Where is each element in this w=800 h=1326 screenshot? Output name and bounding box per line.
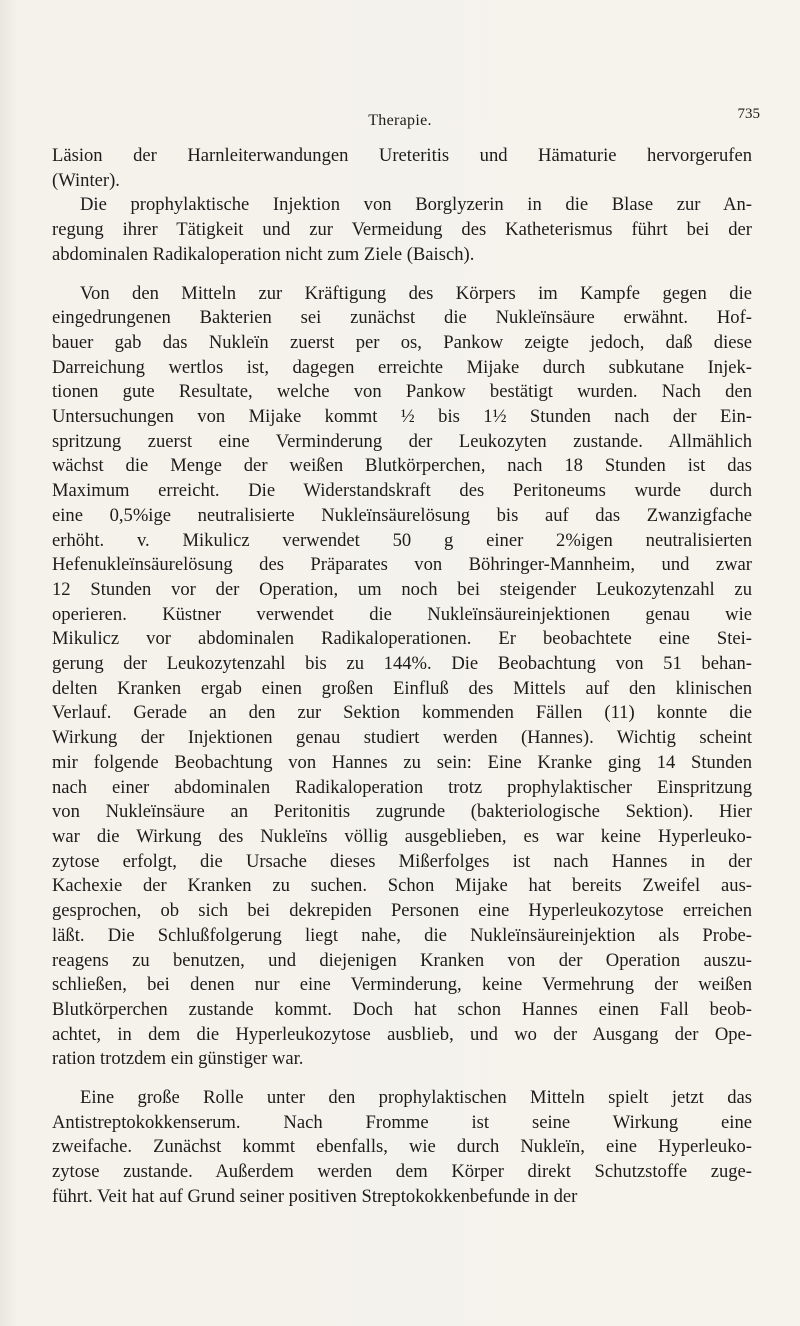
text-line: mir folgende Beobachtung von Hannes zu sein: Eine Kranke ging 14 Stunden [52,751,752,773]
running-header [0,106,800,136]
text-line: Blutkörperchen zustande kommt. Doch hat schon Hannes einen Fall beob- [52,998,752,1020]
paragraph [52,144,752,193]
text-line: gerung der Leukozytenzahl bis zu 144%. Die Beobachtung von 51 behan- [52,653,752,675]
text-line: läßt. Die Schlußfolgerung liegt nahe, die Nukleïnsäureinjektion als Probe- [52,924,752,946]
text-line: Untersuchungen von Mijake kommt ½ bis 1½ Stunden nach der Ein- [52,406,752,428]
text-line: zytose erfolgt, die Ursache dieses Mißerfolges ist nach Hannes in der [52,850,752,872]
text-line: Läsion der Harnleiterwandungen Ureteritis und Hämaturie hervorgerufen [52,145,752,166]
text-line: war die Wirkung des Nukleïns völlig ausgeblieben, es war keine Hyperleuko- [52,825,752,847]
text-line: Mikulicz vor abdominalen Radikaloperationen. Er beobachtete eine Stei- [52,628,752,650]
text-line: zytose zustande. Außerdem werden dem Körper direkt Schutzstoffe zuge- [52,1161,752,1183]
text-line: Hefenukleïnsäurelösung des Präparates von Böhringer-Mannheim, und zwar [52,554,752,576]
text-line: delten Kranken ergab einen großen Einfluß des Mittels auf den klinischen [52,677,752,699]
text-line: nach einer abdominalen Radikaloperation trotz prophylaktischer Einspritzung [52,776,752,798]
text-line: reagens zu benutzen, und diejenigen Kranken von der Operation auszu- [52,949,752,971]
text-line: operieren. Küstner verwendet die Nukleïnsäureinjektionen genau wie [52,603,752,625]
text-line: schließen, bei denen nur eine Verminderung, keine Vermehrung der weißen [52,974,752,996]
paragraph [52,282,752,1073]
paragraph-gap [52,1072,752,1086]
text-line: 12 Stunden vor der Operation, um noch bei steigender Leukozytenzahl zu [52,578,752,600]
text-line: Die prophylaktische Injektion von Borglyzerin in die Blase zur An- [80,194,752,216]
text-line: Wirkung der Injektionen genau studiert werden (Hannes). Wichtig scheint [52,727,752,749]
running-title: Therapie. [368,112,432,129]
paragraph [52,193,752,267]
paragraph [52,1086,752,1210]
text-line: Antistreptokokkenserum. Nach Fromme ist seine Wirkung eine [52,1111,752,1133]
text-line: eingedrungenen Bakterien sei zunächst die Nukleïnsäure erwähnt. Hof- [52,307,752,329]
body-text [52,144,752,1210]
text-line: bauer gab das Nukleïn zuerst per os, Pankow zeigte jedoch, daß diese [52,331,752,353]
text-line: wächst die Menge der weißen Blutkörperchen, nach 18 Stunden ist das [52,455,752,477]
text-line: (Winter). [52,169,120,191]
text-line: Eine große Rolle unter den prophylaktischen Mitteln spielt jetzt das [80,1087,752,1109]
text-line: Von den Mitteln zur Kräftigung des Körpers im Kampfe gegen die [80,282,752,304]
text-line: tionen gute Resultate, welche von Pankow bestätigt wurden. Nach den [52,381,752,403]
text-line: ration trotzdem ein günstiger war. [52,1048,304,1070]
text-line: erhöht. v. Mikulicz verwendet 50 g einer 2%igen neutralisierten [52,529,752,551]
text-line: Darreichung wertlos ist, dagegen erreichte Mijake durch subkutane Injek- [52,356,752,378]
page-number: 735 [737,106,760,122]
text-line: führt. Veit hat auf Grund seiner positiven Streptokokkenbefunde in der [52,1185,578,1207]
text-line: eine 0,5%ige neutralisierte Nukleïnsäurelösung bis auf das Zwanzigfache [52,504,752,526]
text-line: gesprochen, ob sich bei dekrepiden Personen eine Hyperleukozytose erreichen [52,900,752,922]
text-line: abdominalen Radikaloperation nicht zum Ziele (Baisch). [52,243,475,265]
text-line: spritzung zuerst eine Verminderung der Leukozyten zustande. Allmählich [52,430,752,452]
text-line: achtet, in dem die Hyperleukozytose ausblieb, und wo der Ausgang der Ope- [52,1023,752,1045]
text-line: von Nukleïnsäure an Peritonitis zugrunde (bakteriologische Sektion). Hier [52,801,752,823]
text-line: Maximum erreicht. Die Widerstandskraft des Peritoneums wurde durch [52,480,752,502]
text-line: regung ihrer Tätigkeit und zur Vermeidung des Katheterismus führt bei der [52,219,752,241]
text-line: zweifache. Zunächst kommt ebenfalls, wie durch Nukleïn, eine Hyperleuko- [52,1136,752,1158]
text-line: Kachexie der Kranken zu suchen. Schon Mijake hat bereits Zweifel aus- [52,875,752,897]
text-line: Verlauf. Gerade an den zur Sektion kommenden Fällen (11) konnte die [52,702,752,724]
paragraph-gap [52,268,752,282]
